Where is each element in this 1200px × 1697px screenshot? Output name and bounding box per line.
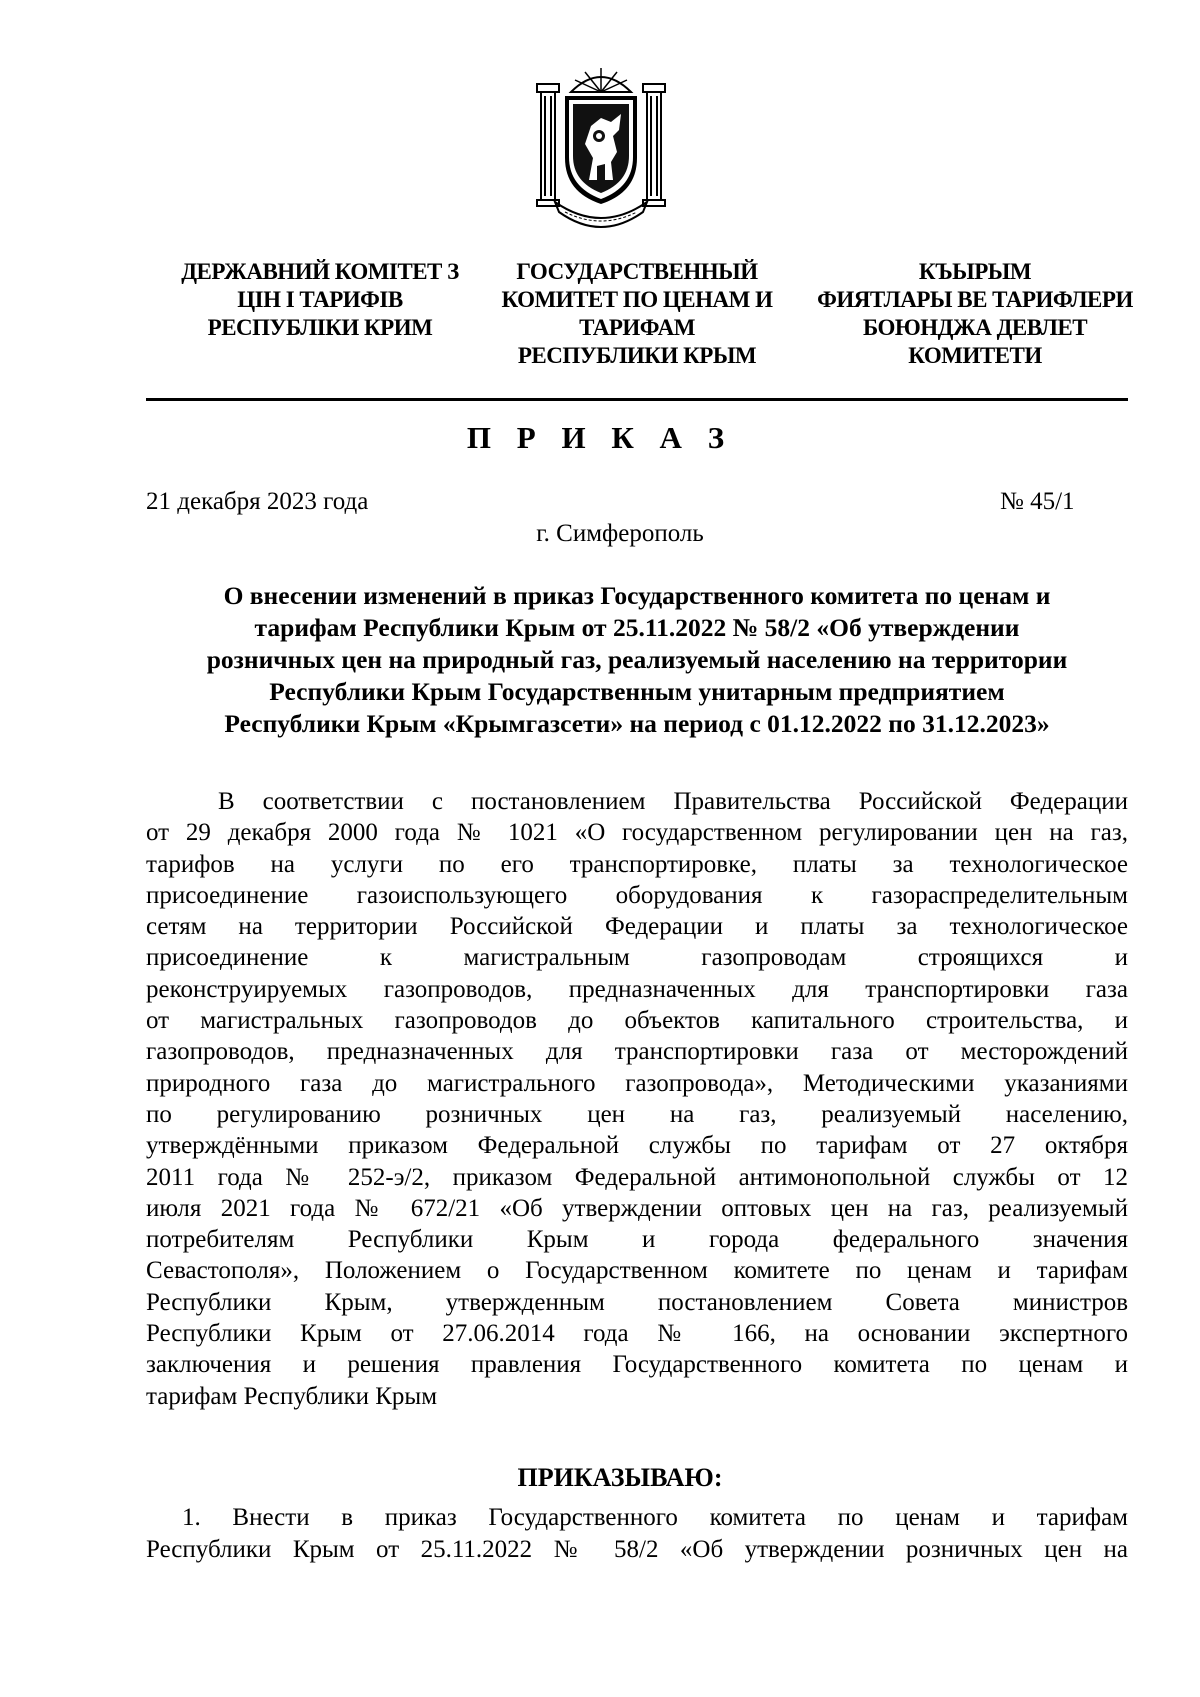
header-crimean-tatar [810,258,1140,370]
body-line: присоединение к магистральным газопроводам строящихся и [146,944,1128,972]
body-line: сетям на территории Российской Федерации и платы за технологическое [146,913,1128,941]
order-item-1 [146,1502,1128,1566]
body-line: тарифам Республики Крым [146,1382,438,1410]
document-number: № 45/1 [1000,488,1075,515]
header-russian-line: ГОСУДАРСТВЕННЫЙ [516,259,758,284]
header-ukrainian [150,258,490,342]
header-crimean-tatar-line: КЪЫРЫМ [918,259,1032,284]
subject-line: Республики Крым Государственным унитарным предприятием [269,677,1005,706]
body-line: газопроводов, предназначенных для транспортировки газа от месторождений [146,1038,1128,1066]
item-line: 1. Внести в приказ Государственного комитета по ценам и тарифам [182,1504,1128,1531]
body-line: реконструируемых газопроводов, предназначенных для транспортировки газа [146,975,1128,1003]
body-line: В соответствии с постановлением Правительства Российской Федерации [218,788,1128,815]
document-subject [146,580,1128,740]
header-crimean-tatar-line: ФИЯТЛАРЫ ВЕ ТАРИФЛЕРИ [817,287,1133,312]
preamble-paragraph [146,786,1128,1412]
header-ukrainian-line: ЦІН І ТАРИФІВ [237,287,403,312]
header-russian-line: КОМИТЕТ ПО ЦЕНАМ И [501,287,773,312]
header-divider [146,398,1128,401]
header-crimean-tatar-line: БОЮНДЖА ДЕВЛЕТ [862,315,1088,340]
body-line: потребителям Республики Крым и города федерального значения [146,1226,1128,1254]
header-ukrainian-line: ДЕРЖАВНИЙ КОМІТЕТ З [181,259,459,284]
header-russian-line: ТАРИФАМ [579,315,695,340]
subject-line: Республики Крым «Крымгазсети» на период с 01.12.2022 по 31.12.2023» [224,709,1050,738]
body-line: по регулированию розничных цен на газ, реализуемый населению, [146,1100,1128,1128]
order-heading: ПРИКАЗЫВАЮ: [517,1463,723,1492]
subject-line: розничных цен на природный газ, реализуемый населению на территории [206,645,1068,674]
coat-of-arms-emblem [535,62,667,234]
header-crimean-tatar-line: КОМИТЕТИ [908,343,1042,368]
header-russian [487,258,787,370]
body-line: Севастополя», Положением о Государственном комитете по ценам и тарифам [146,1257,1128,1285]
header-ukrainian-line: РЕСПУБЛІКИ КРИМ [207,315,433,340]
body-line: Республики Крым от 27.06.2014 года № 166, на основании экспертного [146,1320,1128,1348]
body-line: тарифов на услуги по его транспортировке, платы за технологическое [146,850,1128,878]
document-title: П Р И К А З [466,420,734,455]
header-russian-line: РЕСПУБЛИКИ КРЫМ [517,343,757,368]
body-line: 2011 года № 252-э/2, приказом Федеральной антимонопольной службы от 12 [146,1163,1128,1191]
document-date: 21 декабря 2023 года [146,488,369,515]
body-line: присоединение газоиспользующего оборудования к газораспределительным [146,881,1128,909]
body-line: заключения и решения правления Государственного комитета по ценам и [146,1351,1128,1379]
subject-line: О внесении изменений в приказ Государственного комитета по ценам и [223,581,1051,610]
body-line: природного газа до магистрального газопровода», Методическими указаниями [146,1069,1128,1097]
subject-line: тарифам Республики Крым от 25.11.2022 № 58/2 «Об утверждении [254,613,1020,642]
body-line: от 29 декабря 2000 года № 1021 «О государственном регулировании цен на газ, [146,819,1128,847]
body-line: июля 2021 года № 672/21 «Об утверждении оптовых цен на газ, реализуемый [146,1194,1128,1222]
document-city: г. Симферополь [536,520,704,547]
item-line: Республики Крым от 25.11.2022 № 58/2 «Об утверждении розничных цен на [146,1536,1128,1563]
body-line: Республики Крым, утвержденным постановлением Совета министров [146,1288,1128,1316]
body-line: от магистральных газопроводов до объектов капитального строительства, и [146,1007,1128,1035]
body-line: утверждёнными приказом Федеральной службы по тарифам от 27 октября [146,1132,1128,1160]
